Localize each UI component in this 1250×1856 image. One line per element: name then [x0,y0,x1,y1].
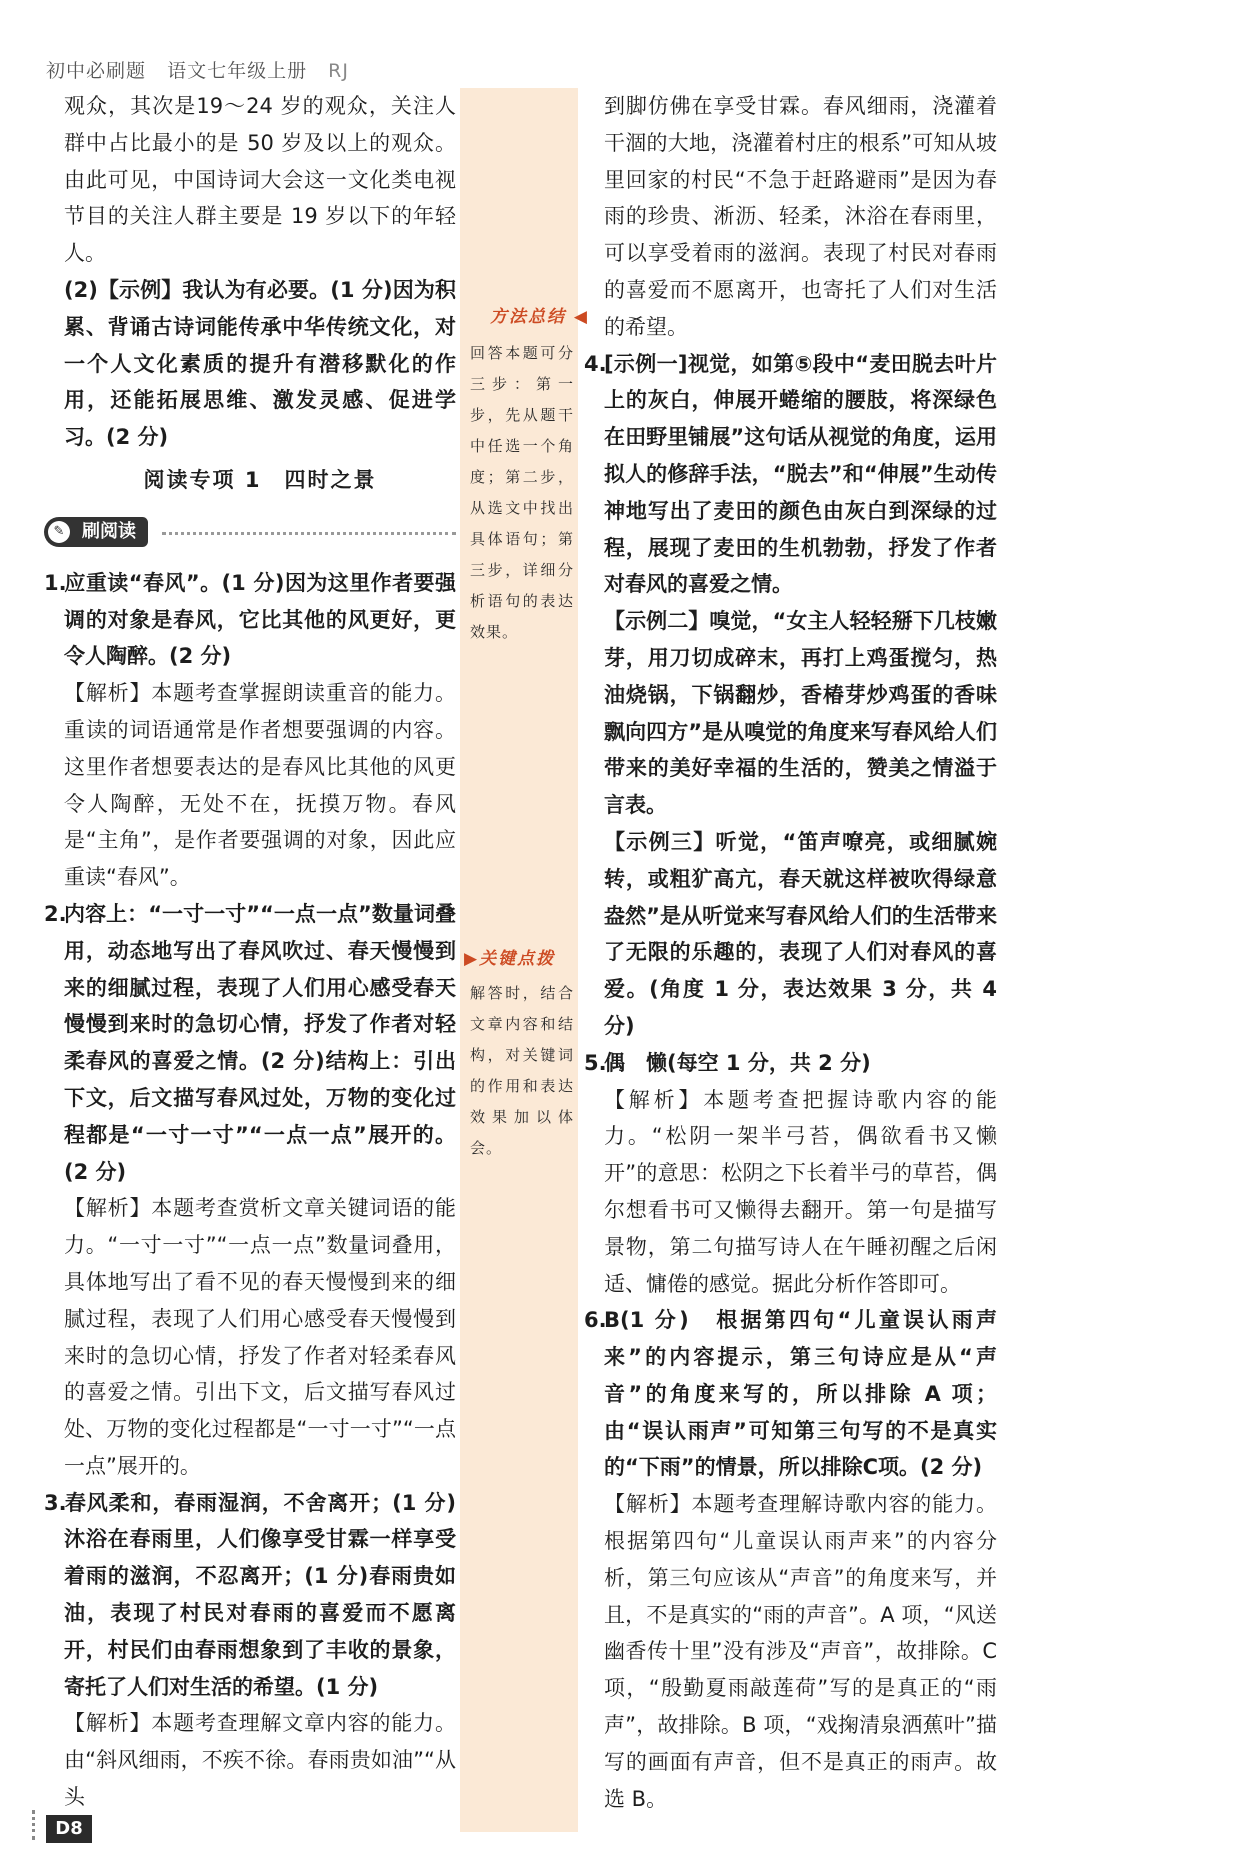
q1-analysis: 【解析】本题考查掌握朗读重音的能力。重读的词语通常是作者想要强调的内容。这里作者想要表达的是春风比其他的风更令人陶醉，无处不在，抚摸万物。春风是“主角”，是作者要强调的对象，因此应重读“春风”。 [64,681,456,890]
book-edition: RJ [328,60,349,82]
book-subject: 语文七年级上册 [167,60,308,82]
q3-answer: 3.春风柔和，春雨湿润，不舍离开；(1 分)沐浴在春雨里，人们像享受甘霖一样享受着雨的滋润，不忍离开；(1 分)春雨贵如油，表现了村民对春雨的喜爱而不愿离开，村民们由春雨想象到了丰收的景象，寄托了人们对生活的希望。(1 分) [44,1490,456,1699]
key-hint-body: 解答时，结合文章内容和结构，对关键词的作用和表达效果加以体会。 [470,984,574,1157]
q2-analysis: 【解析】本题考查赏析文章关键词语的能力。“一寸一寸”“一点一点”数量词叠用，具体地写出了看不见的春天慢慢到来的细腻过程，表现了人们用心感受春天慢慢到来时的急切心情，抒发了作者对轻柔春风的喜爱之情。引出下文，后文描写春风过处、万物的变化过程都是“一寸一寸”“一点一点”展开的。 [64,1196,456,1478]
book-series: 初中必刷题 [46,60,147,82]
q5-analysis: 【解析】本题考查把握诗歌内容的能力。“松阴一架半弓苔，偶欲看书又懒开”的意思：松阴之下长着半弓的草苔，偶尔想看书可又懒得去翻开。第一句是描写景物，第二句描写诗人在午睡初醒之后闲适、慵倦的感觉。据此分析作答即可。 [604,1087,997,1296]
left-column [44,88,456,1816]
sub-answer-2: (2)【示例】我认为有必要。(1 分)因为积累、背诵古诗词能传承中华传统文化，对一个人文化素质的提升有潜移默化的作用，还能拓展思维、激发灵感、促进学习。(2 分) [64,277,456,450]
q3-analysis-continued: 到脚仿佛在享受甘霖。春风细雨，浇灌着干涸的大地，浇灌着村庄的根系”可知从坡里回家的村民“不急于赶路避雨”是因为春雨的珍贵、淅沥、轻柔，沐浴在春雨里，可以享受着雨的滋润。表现了村民对春雨的喜爱而不愿离开，也寄托了人们对生活的希望。 [604,94,997,339]
dotted-divider [162,532,456,535]
corner-mark [32,1810,45,1840]
page-number: D8 [46,1815,92,1843]
q6-analysis: 【解析】本题考查理解诗歌内容的能力。根据第四句“儿童误认雨声来”的内容分析，第三句应该从“声音”的角度来写，并且，不是真实的“雨的声音”。A 项，“风送幽香传十里”没有涉及“声音”，故排除。C 项，“殷勤夏雨敲莲荷”写的是真正的“雨声”，故排除。B 项，“戏掬清泉洒蕉叶”描写的画面有声音，但不是真正的雨声。故选 B。 [604,1492,997,1811]
method-summary-title: 方法总结 ◀ [490,307,589,327]
right-column [584,88,997,1817]
q4-example-2: 【示例二】嗅觉，“女主人轻轻掰下几枝嫩芽，用刀切成碎末，再打上鸡蛋搅匀，热油烧锅，下锅翻炒，香椿芽炒鸡蛋的香味飘向四方”是从嗅觉的角度来写春风给人们带来的美好幸福的生活的，赞美之情溢于言表。 [604,609,997,818]
method-summary-body: 回答本题可分三步：第一步，先从题干中任选一个角度；第二步，从选文中找出具体语句；第三步，详细分析语句的表达效果。 [470,344,574,641]
q5-answer: 5.偶 懒(每空 1 分，共 2 分) [584,1050,871,1075]
book-icon: ✎ [48,521,70,543]
q3-analysis: 【解析】本题考查理解文章内容的能力。由“斜风细雨，不疾不徐。春雨贵如油”“从头 [64,1711,456,1810]
key-hint-title: ▶关键点拨 [464,949,556,969]
q2-answer: 2.内容上：“一寸一寸”“一点一点”数量词叠用，动态地写出了春风吹过、春天慢慢到来的细腻过程，表现了人们用心感受春天慢慢到来时的急切心情，抒发了作者对轻柔春风的喜爱之情。(2 分)结构上：引出下文，后文描写春风过处，万物的变化过程都是“一寸一寸”“一点一点”展开的。(2 分) [44,901,456,1184]
reading-tag: ✎ 刷阅读 [44,517,148,547]
q4-example-1: 4.[示例一]视觉，如第⑤段中“麦田脱去叶片上的灰白，伸展开蜷缩的腰肢，将深绿色在田野里铺展”这句话从视觉的角度，运用拟人的修辞手法，“脱去”和“伸展”生动传神地写出了麦田的颜色由灰白到深绿的过程，展现了麦田的生机勃勃，抒发了作者对春风的喜爱之情。 [584,351,997,597]
section-title: 阅读专项 1 四时之景 [143,467,377,492]
reading-tag-row [44,507,456,565]
q4-example-3: 【示例三】听觉，“笛声嘹亮，或细腻婉转，或粗犷高亢，春天就这样被吹得绿意盎然”是从听觉来写春风给人们的生活带来了无限的乐趣的，表现了人们对春风的喜爱。(角度 1 分，表达效果 3 分，共 4 分) [604,829,997,1038]
q1-answer: 1.应重读“春风”。(1 分)因为这里作者要强调的对象是春风，它比其他的风更好，更令人陶醉。(2 分) [44,570,456,669]
q6-answer: 6.B(1 分) 根据第四句“儿童误认雨声来”的内容提示，第三句诗应是从“声音”的角度来写的，所以排除 A 项；由“误认雨声”可知第三句写的不是真实的“下雨”的情景，所以排除C项。(2 分) [584,1308,997,1480]
running-header [46,56,363,83]
intro-paragraph: 观众，其次是19～24 岁的观众，关注人群中占比最小的是 50 岁及以上的观众。由此可见，中国诗词大会这一文化类电视节目的关注人群主要是 19 岁以下的年轻人。 [64,94,456,266]
